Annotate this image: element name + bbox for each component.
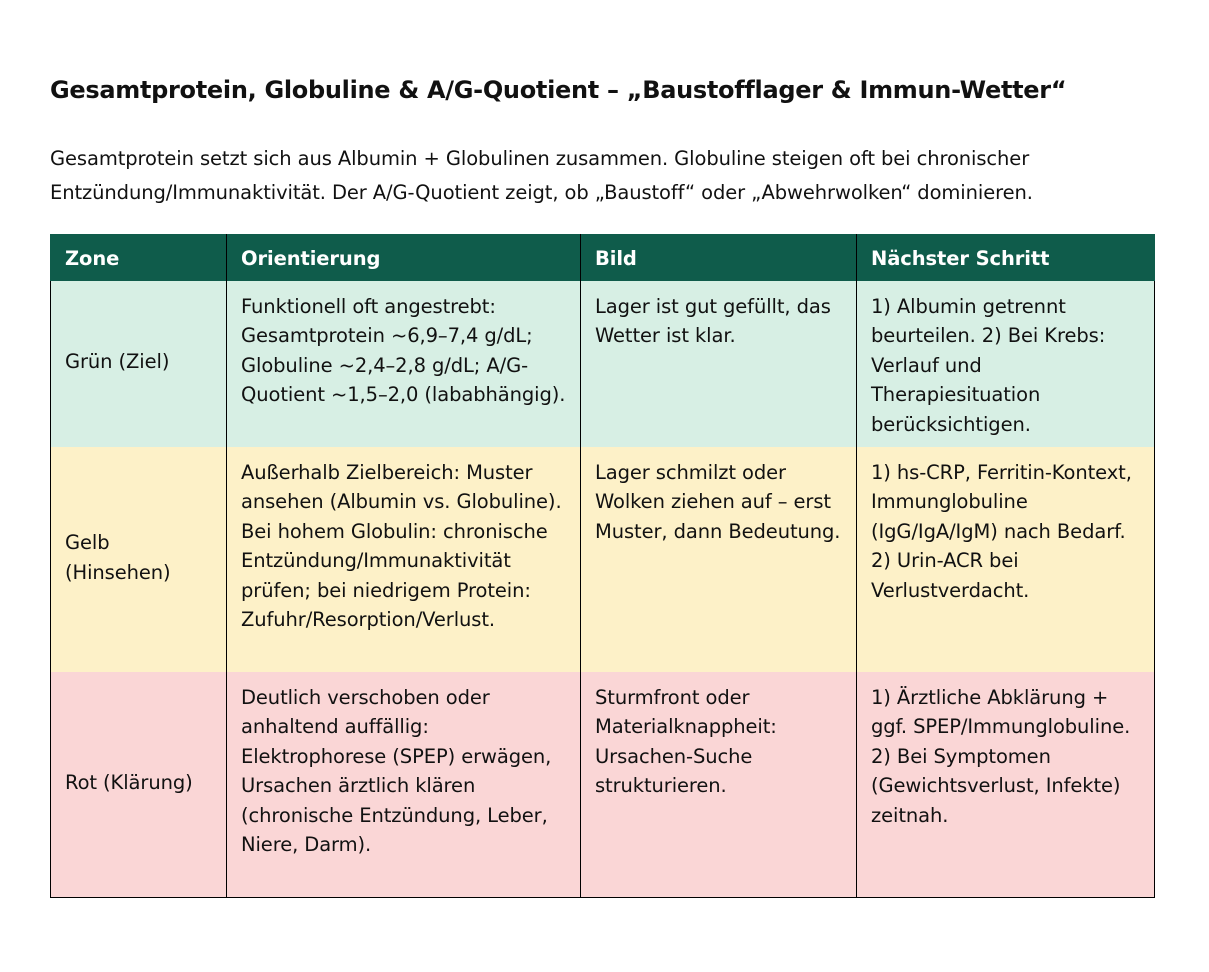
header-zone: Zone xyxy=(51,235,227,282)
zone-table xyxy=(50,234,1155,898)
header-orientierung: Orientierung xyxy=(227,235,581,282)
zone-label-red: Rot (Klärung) xyxy=(51,672,227,897)
orientierung-cell: Außerhalb Zielbereich: Muster ansehen (Albumin vs. Globuline). Bei hohem Globulin: chronische Entzündung/Immunaktivität prüfen; bei niedrigem Protein: Zufuhr/Resorption/Verlust. xyxy=(227,447,581,672)
zone-label-yellow: Gelb (Hinsehen) xyxy=(51,447,227,672)
table-header-row xyxy=(51,235,1155,282)
schritt-cell: 1) Ärztliche Abklärung + ggf. SPEP/Immunglobuline. 2) Bei Symptomen (Gewichtsverlust, Infekte) zeitnah. xyxy=(857,672,1155,897)
schritt-cell: 1) Albumin getrennt beurteilen. 2) Bei Krebs: Verlauf und Therapiesituation berücksichtigen. xyxy=(857,281,1155,447)
page-title: Gesamtprotein, Globuline & A/G-Quotient – „Baustofflager & Immun-Wetter“ xyxy=(50,76,1067,104)
orientierung-cell: Deutlich verschoben oder anhaltend auffällig: Elektrophorese (SPEP) erwägen, Ursachen ärztlich klären (chronische Entzündung, Leber, Niere, Darm). xyxy=(227,672,581,897)
table-row-yellow xyxy=(51,447,1155,672)
bild-cell: Lager schmilzt oder Wolken ziehen auf – erst Muster, dann Bedeutung. xyxy=(581,447,857,672)
zone-label-green: Grün (Ziel) xyxy=(51,281,227,447)
bild-cell: Lager ist gut gefüllt, das Wetter ist klar. xyxy=(581,281,857,447)
table-row-red xyxy=(51,672,1155,897)
header-bild: Bild xyxy=(581,235,857,282)
header-naechster-schritt: Nächster Schritt xyxy=(857,235,1155,282)
bild-cell: Sturmfront oder Materialknappheit: Ursachen-Suche strukturieren. xyxy=(581,672,857,897)
intro-paragraph: Gesamtprotein setzt sich aus Albumin + Globulinen zusammen. Globuline steigen oft bei chronischer Entzündung/Immunaktivität. Der A/G-Quotient zeigt, ob „Baustoff“ oder „Abwehrwolken“ dominieren. xyxy=(50,147,1033,204)
schritt-cell: 1) hs-CRP, Ferritin-Kontext, Immunglobuline (IgG/IgA/IgM) nach Bedarf. 2) Urin-ACR bei Verlustverdacht. xyxy=(857,447,1155,672)
orientierung-cell: Funktionell oft angestrebt: Gesamtprotein ~6,9–7,4 g/dL; Globuline ~2,4–2,8 g/dL; A/G-Quotient ~1,5–2,0 (lababhängig). xyxy=(227,281,581,447)
table-row-green xyxy=(51,281,1155,447)
